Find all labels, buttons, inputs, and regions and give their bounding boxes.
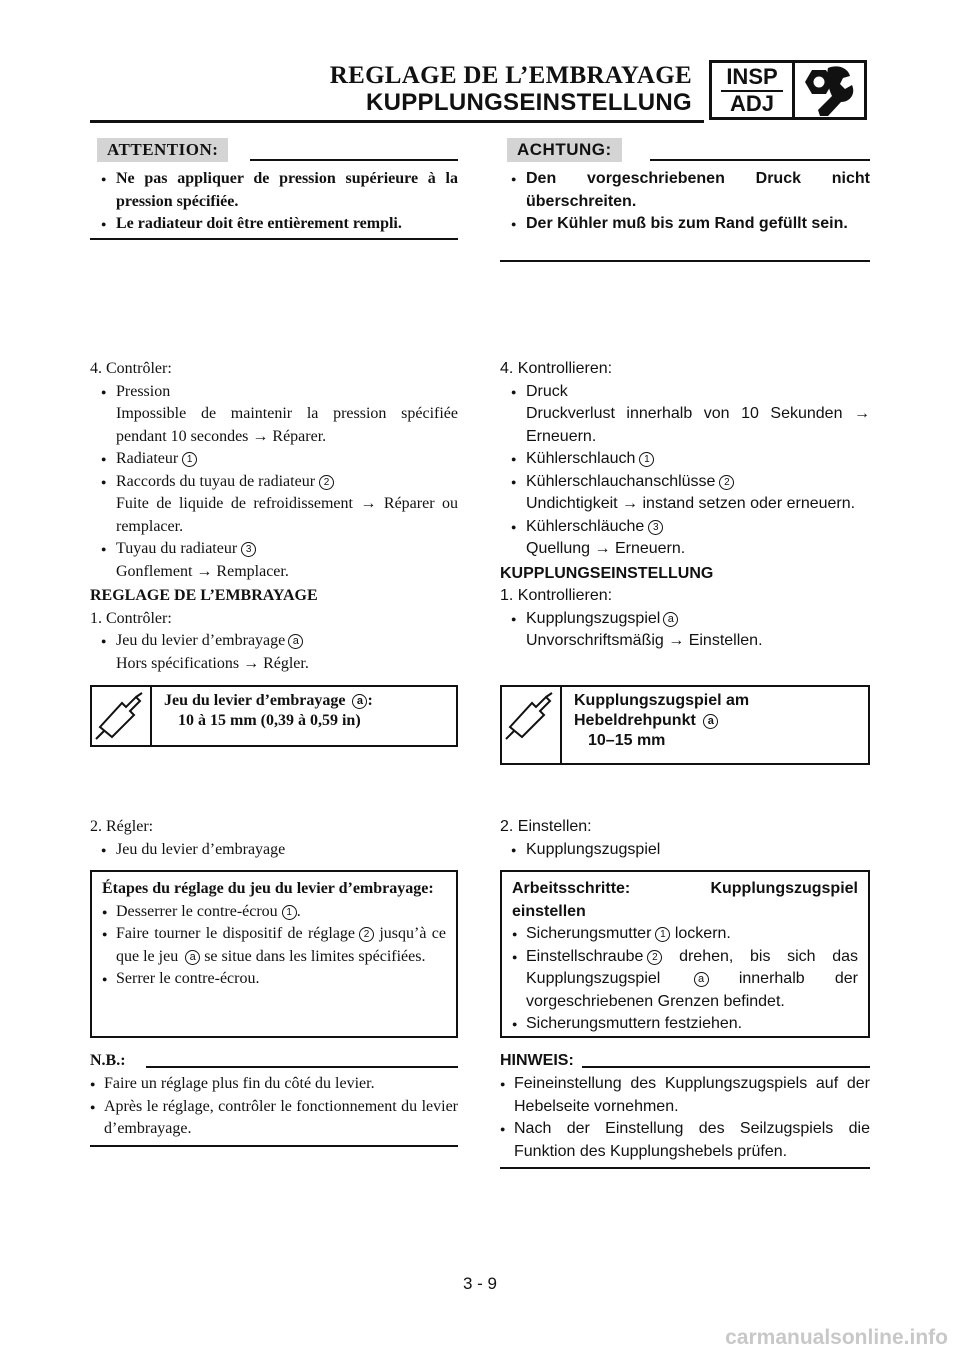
item-detail: Hors spécifications → Régler.: [116, 654, 309, 672]
badge-bottom: ADJ: [729, 91, 774, 116]
list-item: ● Kupplungszugspiel a: [500, 608, 870, 631]
badge-top: INSP: [726, 64, 778, 89]
watermark: carmanualsonline.info: [725, 1326, 948, 1349]
ref-marker: a: [703, 714, 718, 729]
warning-list-fr: [90, 168, 458, 236]
spec-value: 10–15 mm: [588, 732, 666, 749]
list-item: ● Einstellschraube 2 drehen, bis sich das Kupplungszugspiel a innerhalb der vorgeschriebenen Grenzen befindet.: [512, 946, 858, 1014]
step-title: 2. Einstellen:: [500, 818, 592, 835]
list-item: ● Feineinstellung des Kupplungszugspiels auf der Hebelseite vornehmen.: [500, 1073, 870, 1118]
note-label-fr: N.B.:: [90, 1052, 126, 1069]
caliper-icon: [92, 687, 152, 745]
list-item: ● Kühlerschläuche 3: [500, 516, 870, 539]
ref-marker: a: [352, 694, 367, 709]
ref-marker: a: [663, 612, 678, 627]
step-title: 4. Kontrollieren:: [500, 360, 613, 377]
warning-list-de: [500, 168, 870, 236]
list-item: ● Pression: [90, 381, 458, 404]
item-detail: Druckverlust innerhalb von 10 Sekunden → Erneuern.: [526, 405, 870, 445]
step-title: 4. Contrôler:: [90, 360, 172, 377]
item-detail: Unvorschriftsmäßig → Einstellen.: [526, 632, 763, 649]
list-item: ● Jeu du levier d’embrayage: [90, 839, 458, 862]
section-title-de: KUPPLUNGSEINSTELLUNG: [500, 564, 714, 582]
list-item: ● Tuyau du radiateur 3: [90, 538, 458, 561]
ref-marker: 2: [319, 475, 334, 490]
step-title: 1. Kontrollieren:: [500, 587, 613, 604]
ref-marker: 1: [655, 927, 670, 942]
spec-box-de: [500, 685, 870, 765]
ref-marker: 2: [359, 927, 374, 942]
list-item: ● Raccords du tuyau de radiateur 2: [90, 471, 458, 494]
list-item: ● Druck: [500, 381, 870, 404]
step4-fr: [90, 358, 458, 675]
warning-label-fr: ATTENTION:: [97, 138, 228, 162]
ref-marker: a: [288, 634, 303, 649]
ref-marker: 1: [282, 905, 297, 920]
note-list-fr: [90, 1073, 458, 1141]
item-detail: Undichtigkeit → instand setzen oder erneuern.: [526, 495, 856, 512]
item-detail: Impossible de maintenir la pression spécifiée pendant 10 secondes → Réparer.: [116, 405, 458, 445]
list-item: ● Serrer le contre-écrou.: [102, 968, 446, 991]
spec-label: Kupplungszugspiel am: [574, 692, 750, 709]
item-detail: Gonflement → Remplacer.: [116, 562, 289, 580]
ref-marker: 2: [647, 950, 662, 965]
insp-adj-badge: [709, 60, 867, 120]
warning-item: ● Ne pas appliquer de pression supérieure à la pression spécifiée.: [90, 168, 458, 213]
note-label-de: HINWEIS:: [500, 1052, 574, 1069]
item-detail: Quellung → Erneuern.: [526, 540, 686, 557]
header-rule: [90, 120, 704, 123]
list-item: ● Kühlerschlauch 1: [500, 448, 870, 471]
list-item: ● Radiateur 1: [90, 448, 458, 471]
list-item: ● Nach der Einstellung des Seilzugspiels die Funktion des Kupplungshebels prüfen.: [500, 1118, 870, 1163]
list-item: ● Après le réglage, contrôler le fonctionnement du levier d’embrayage.: [90, 1096, 458, 1141]
warning-item: ● Der Kühler muß bis zum Rand gefüllt sein.: [500, 213, 870, 236]
warning-item: ● Le radiateur doit être entièrement rempli.: [90, 213, 458, 236]
step-title: 1. Contrôler:: [90, 609, 172, 627]
ref-marker: 3: [241, 542, 256, 557]
insp-adj-label: [712, 63, 792, 117]
warning-label-de: ACHTUNG:: [507, 138, 622, 162]
list-item: ● Sicherungsmutter 1 lockern.: [512, 923, 858, 946]
spec-value: 10 à 15 mm (0,39 à 0,59 in): [178, 712, 361, 729]
wrench-bolt-icon: [798, 64, 862, 121]
steps-title: Arbeitsschritte: Kupplungszugspiel einstellen: [512, 880, 858, 920]
list-item: ● Kupplungszugspiel: [500, 839, 870, 862]
page-title-fr: REGLAGE DE L’EMBRAYAGE: [329, 62, 692, 89]
ref-marker: 1: [639, 452, 654, 467]
section-title-fr: REGLAGE DE L’EMBRAYAGE: [90, 587, 318, 604]
ref-marker: a: [185, 950, 200, 965]
warning-item: ● Den vorgeschriebenen Druck nicht überschreiten.: [500, 168, 870, 213]
steps-box-fr: [90, 870, 458, 1038]
list-item: ● Kühlerschlauchanschlüsse 2: [500, 471, 870, 494]
list-item: ● Jeu du levier d’embrayage a: [90, 630, 458, 653]
list-item: ● Faire tourner le dispositif de réglage 2 jusqu’à ce que le jeu a se situe dans les limites spécifiées.: [102, 923, 446, 968]
ref-marker: 2: [719, 475, 734, 490]
note-list-de: [500, 1073, 870, 1163]
caliper-icon: [502, 687, 562, 763]
list-item: ● Desserrer le contre-écrou 1 .: [102, 901, 446, 924]
ref-marker: 3: [648, 520, 663, 535]
step2-fr: [90, 816, 458, 861]
list-item: ● Faire un réglage plus fin du côté du levier.: [90, 1073, 458, 1096]
step4-de: [500, 358, 870, 653]
page-title-de: KUPPLUNGSEINSTELLUNG: [365, 89, 692, 116]
ref-marker: a: [694, 972, 709, 987]
item-detail: Fuite de liquide de refroidissement → Réparer ou remplacer.: [116, 495, 458, 535]
spec-label: Jeu du levier d’embrayage a :: [164, 692, 373, 709]
step2-de: [500, 816, 870, 861]
steps-title: Étapes du réglage du jeu du levier d’embrayage:: [102, 880, 434, 897]
list-item: ● Sicherungsmuttern festziehen.: [512, 1013, 858, 1036]
spec-box-fr: [90, 685, 458, 747]
spec-label: Hebeldrehpunkt a: [574, 711, 749, 731]
steps-box-de: [500, 870, 870, 1038]
page-number: 3 - 9: [462, 1274, 498, 1293]
step-title: 2. Régler:: [90, 818, 154, 835]
ref-marker: 1: [182, 452, 197, 467]
